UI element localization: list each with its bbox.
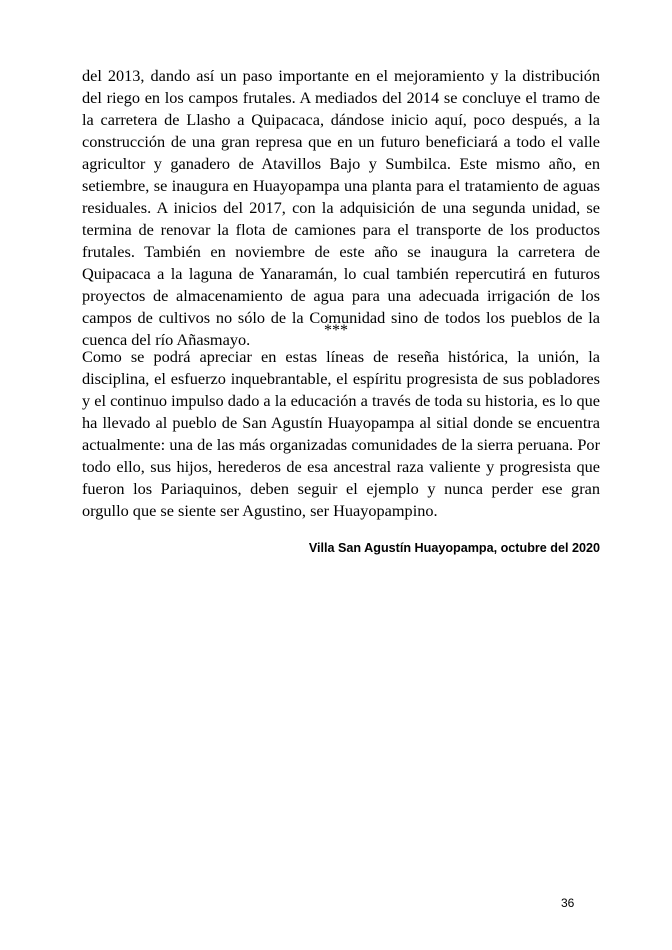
place-date-signature: Villa San Agustín Huayopampa, octubre del 2020	[308, 541, 600, 555]
body-paragraph-conclusion: Como se podrá apreciar en estas líneas de reseña histórica, la unión, la disciplina, el esfuerzo inquebrantable, el espíritu progresista de sus pobladores y el continuo impulso dado a la educación a través de toda su historia, es lo que ha llevado al pueblo de San Agustín Huayopampa al sitial donde se encuentra actualmente: una de las más organizadas comunidades de la sierra peruana. Por todo ello, sus hijos, herederos de esa ancestral raza valiente y progresista que fueron los Pariaquinos, deben seguir el ejemplo y nunca perder ese gran orgullo que se siente ser Agustino, ser Huayopampino.	[82, 347, 600, 520]
body-paragraph-history: del 2013, dando así un paso importante en el mejoramiento y la distribución del riego en los campos frutales. A mediados del 2014 se concluye el tramo de la carretera de Llasho a Quipacaca, dándose inicio aquí, poco después, a la construcción de una gran represa que en un futuro beneficiará a todo el valle agricultor y ganadero de Atavillos Bajo y Sumbilca. Este mismo año, en setiembre, se inaugura en Huayopampa una planta para el tratamiento de aguas residuales. A inicios del 2017, con la adquisición de una segunda unidad, se termina de renovar la flota de camiones para el transporte de los productos frutales. También en noviembre de este año se inaugura la carretera de Quipacaca a la laguna de Yanaramán, lo cual también repercutirá en futuros proyectos de almacenamiento de agua para una adecuada irrigación de los campos de cultivos no sólo de la Comunidad sino de todos los pueblos de la cuenca del río Añasmayo.	[82, 66, 600, 349]
section-separator: ***	[324, 322, 348, 339]
page-number: 36	[561, 896, 575, 910]
